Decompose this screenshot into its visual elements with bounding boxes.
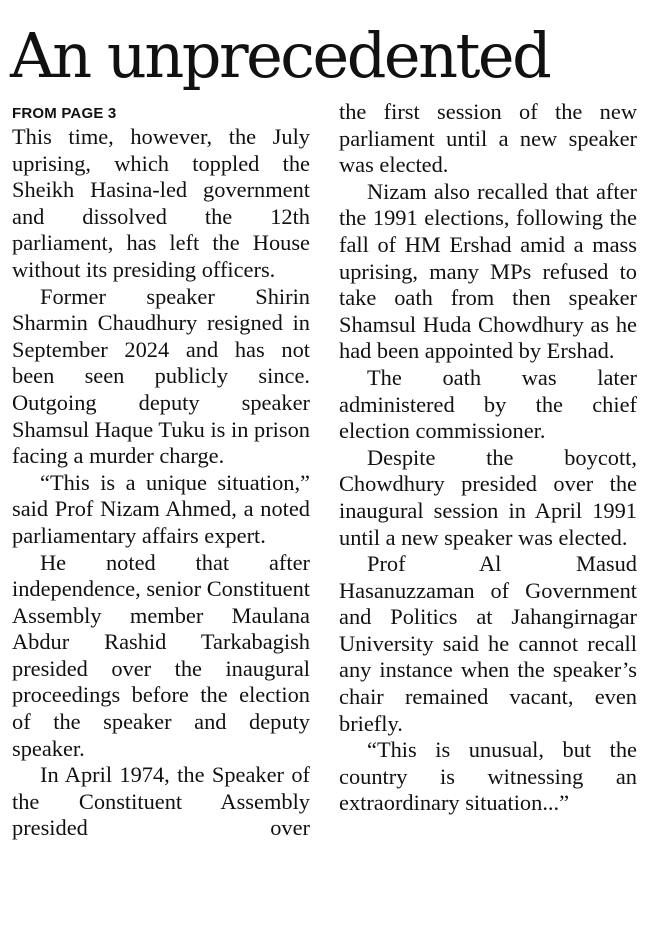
headline: An unprecedented	[10, 19, 550, 92]
paragraph: “This is a unique situation,” said Prof Nizam Ahmed, a noted parliamentary affairs expert.	[12, 469, 310, 548]
right-column	[339, 99, 637, 817]
paragraph: Former speaker Shirin Sharmin Chaudhury resigned in September 2024 and has not been seen publicly since. Outgoing deputy speaker Shamsul Haque Tuku is in prison facing a murder charge.	[12, 283, 310, 469]
paragraph: He noted that after independence, senior Constituent Assembly member Maulana Abdur Rashid Tarkabagish presided over the inaugural proceedings before the election of the speaker and deputy speaker.	[12, 549, 310, 761]
paragraph: the first session of the new parliament until a new speaker was elected.	[339, 99, 637, 178]
continued-from-label: FROM PAGE 3	[12, 105, 117, 122]
paragraph: This time, however, the July uprising, which toppled the Sheikh Hasina-led government and dissolved the 12th parliament, has left the House without its presiding officers.	[12, 124, 310, 282]
paragraph: The oath was later administered by the chief election commissioner.	[339, 364, 637, 444]
paragraph: Prof Al Masud Hasanuzzaman of Government and Politics at Jahangirnagar University said he cannot recall any instance when the speaker’s chair remained vacant, even briefly.	[339, 551, 637, 736]
paragraph: Despite the boycott, Chowdhury presided over the inaugural session in April 1991 until a new speaker was elected.	[339, 444, 637, 550]
paragraph: “This is unusual, but the country is witnessing an extraordinary situation...”	[339, 737, 637, 816]
paragraph: Nizam also recalled that after the 1991 elections, following the fall of HM Ershad amid a mass uprising, many MPs refused to take oath from then speaker Shamsul Huda Chowdhury as he had been appointed by Ershad.	[339, 178, 637, 364]
left-column	[12, 100, 310, 842]
paragraph: In April 1974, the Speaker of the Constituent Assembly presided over	[12, 762, 310, 841]
